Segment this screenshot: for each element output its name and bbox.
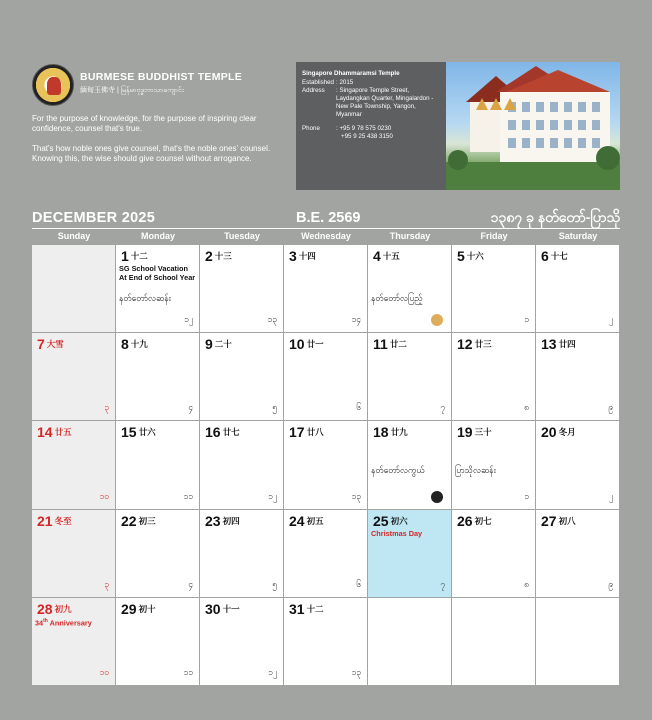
empty-cell [368,598,452,686]
myanmar-day: ၂ [608,490,613,501]
day-number: 26 初七 [457,512,492,529]
empty-cell [452,598,536,686]
myanmar-day: ၇ [440,402,445,413]
info-established-label: Established [302,79,334,86]
day-number: 2 十三 [205,248,232,264]
lunar-date: 初五 [306,515,324,526]
quote-line-2: That's how noble ones give counsel, that's the noble ones' counsel. Knowing this, the wise should give counsel without arrogance. [32,144,271,163]
myanmar-note: နတ်တော်လဆန်း [119,293,171,303]
myanmar-day: ၇ [440,578,445,589]
myanmar-day: ၄ [188,402,193,413]
lunar-date: 廿六 [138,427,156,438]
day-number: 20 冬月 [541,424,576,441]
lunar-date: 廿一 [306,339,324,350]
lunar-date: 十九 [130,339,148,350]
day-cell-12[interactable] [452,333,536,421]
myanmar-day: ၁၀ [99,490,109,501]
event-christmas: Christmas Day [371,528,423,538]
day-number: 9 二十 [205,336,232,353]
buddha-figure-icon [47,77,61,95]
weekday-thursday: Thursday [389,231,431,241]
calendar-grid [32,245,620,686]
info-established-value: : 2015 [336,79,354,86]
lunar-date: 初三 [138,515,156,526]
lunar-date: 初九 [54,603,72,614]
quote-line-1: For the purpose of knowledge, for the purpose of inspiring clear confidence, counsel that's true. [32,114,257,133]
day-number: 12 廿三 [457,336,492,353]
weekday-tuesday: Tuesday [224,231,260,241]
info-phone-values [336,125,440,141]
day-number: 16 廿七 [205,424,240,441]
myanmar-day: ၁၁ [183,666,193,677]
lunar-date: 初七 [474,515,492,526]
lunar-date: 十四 [298,251,316,261]
myanmar-day: ၁၃ [351,490,361,501]
myanmar-month-title: ၁၃၈၇ ခု နတ်တော်-ပြာသို [490,209,620,225]
lunar-date: 廿五 [54,427,72,438]
weekday-sunday: Sunday [57,231,91,241]
myanmar-day: ၁ [524,314,529,325]
day-cell-16[interactable] [200,421,284,509]
buddhist-era-title: B.E. 2569 [296,210,361,226]
lunar-date: 初六 [390,515,408,526]
day-number: 6 十七 [541,248,568,264]
myanmar-day: ၃ [104,578,109,589]
lunar-date: 廿三 [474,339,492,350]
day-cell-15[interactable] [116,421,200,509]
myanmar-note: နတ်တော်လကွယ် [371,465,425,476]
myanmar-day: ၈ [524,402,529,413]
day-number: 21 冬至 [37,512,72,529]
lunar-date: 冬月 [558,427,576,438]
lunar-date: 初八 [558,515,576,526]
info-established-row [302,79,440,87]
day-cell-1[interactable] [116,245,200,333]
day-cell-18[interactable] [368,421,452,509]
day-cell-14[interactable] [32,421,116,509]
day-number: 23 初四 [205,512,240,529]
day-cell-6[interactable] [536,245,620,333]
myanmar-note: နတ်တော်လပြည့် [371,293,423,303]
day-number: 19 三十 [457,424,492,441]
day-number: 18 廿九 [373,424,408,441]
day-cell-31[interactable] [284,598,368,686]
lunar-date: 廿九 [390,427,408,438]
info-address-label: Address [302,87,325,94]
myanmar-day: ၆ [356,402,361,413]
temple-name: BURMESE BUDDHIST TEMPLE [80,71,243,83]
myanmar-day: ၁၀ [99,666,109,677]
lunar-date: 十二 [306,603,324,614]
day-number: 1 十二 [121,248,148,264]
weekday-friday: Friday [480,231,508,241]
day-number: 15 廿六 [121,424,156,441]
myanmar-day: ၁၂ [268,490,277,501]
day-number: 10 廿一 [289,336,324,353]
day-number: 7 大雪 [37,336,64,353]
myanmar-day: ၈ [524,578,529,589]
lunar-date: 初十 [138,603,156,614]
day-number: 30 十一 [205,600,240,617]
info-address-row [302,87,440,119]
event-anniversary: 34th Anniversary [35,617,92,628]
day-cell-19[interactable] [452,421,536,509]
info-phone-1: : +95 9 78 575 0230 [336,125,392,132]
myanmar-day: ၆ [356,578,361,589]
day-number: 14 廿五 [37,424,72,441]
weekday-wednesday: Wednesday [301,231,351,241]
lunar-date: 冬至 [54,515,72,526]
day-cell-8[interactable] [116,333,200,421]
day-number: 22 初三 [121,512,156,529]
lunar-date: 十五 [382,251,400,261]
myanmar-day: ၁၃ [351,666,361,677]
event-school-vacation: SG School Vacation At End of School Year [119,264,196,282]
myanmar-day: ၉ [608,402,613,413]
day-cell-5[interactable] [452,245,536,333]
lunar-date: 大雪 [46,339,64,350]
day-cell-24[interactable] [284,510,368,598]
info-title: Singapore Dhammaramsi Temple [302,70,400,77]
lunar-date: 十一 [222,603,240,614]
lunar-date: 廿四 [558,339,576,350]
myanmar-note: ပြာသိုလဆန်း [455,465,496,476]
quote-block [32,114,282,174]
day-cell-26[interactable] [452,510,536,598]
empty-cell [32,245,116,333]
calendar-header [0,0,652,226]
day-cell-28[interactable] [32,598,116,686]
day-number: 24 初五 [289,512,324,529]
day-cell-9[interactable] [200,333,284,421]
lunar-date: 十二 [130,251,148,261]
lunar-date: 三十 [474,427,492,438]
myanmar-day: ၅ [272,402,277,413]
day-number: 13 廿四 [541,336,576,353]
day-number: 27 初八 [541,512,576,529]
day-cell-3[interactable] [284,245,368,333]
myanmar-day: ၁၄ [351,314,361,325]
myanmar-day: ၁၂ [268,666,277,677]
day-number: 5 十六 [457,248,484,264]
info-phone-label: Phone [302,125,320,132]
day-cell-30[interactable] [200,598,284,686]
day-number: 11 廿二 [373,336,407,353]
myanmar-day: ၁၃ [267,314,277,325]
day-cell-11[interactable] [368,333,452,421]
temple-logo [32,64,74,106]
temple-photo [446,62,620,190]
day-cell-27[interactable] [536,510,620,598]
day-number: 31 十二 [289,600,324,617]
day-number: 28 初九 [37,600,72,617]
myanmar-day: ၃ [104,402,109,413]
myanmar-day: ၄ [188,578,193,589]
myanmar-day: ၁ [524,490,529,501]
lunar-date: 二十 [214,339,232,350]
info-phone-row [302,125,440,141]
lunar-date: 廿七 [222,427,240,438]
temple-building-illustration [446,62,620,190]
new-moon-icon [431,491,443,503]
weekday-monday: Monday [140,231,175,241]
day-cell-20[interactable] [536,421,620,509]
temple-subtitle: 緬甸玉佛寺 | မြန်မာဗုဒ္ဓဘာသာကျောင်း [80,87,184,94]
empty-cell [536,598,620,686]
myanmar-day: ၁၂ [184,314,193,325]
temple-info-box [296,62,446,190]
weekday-saturday: Saturday [558,231,598,241]
myanmar-day: ၂ [608,314,613,325]
info-address-value: : Singapore Temple Street, Laydangkan Quarter, Mingalardon - New Pale Township, Yangon, Myanmar [336,87,434,118]
weekday-header [32,231,620,245]
myanmar-day: ၅ [272,578,277,589]
day-number: 17 廿八 [289,424,324,441]
day-number: 25 初六 [373,512,408,529]
lunar-date: 十六 [466,251,484,261]
day-cell-23[interactable] [200,510,284,598]
day-cell-21[interactable] [32,510,116,598]
title-divider [32,228,620,229]
day-cell-10[interactable] [284,333,368,421]
day-cell-25[interactable] [368,510,452,598]
full-moon-icon [431,314,443,326]
lunar-date: 十三 [214,251,232,261]
lunar-date: 十七 [550,251,568,261]
lunar-date: 廿二 [389,339,407,350]
day-number: 4 十五 [373,248,400,264]
info-phone-2: +95 9 25 438 3150 [341,133,393,140]
day-cell-22[interactable] [116,510,200,598]
myanmar-day: ၁၁ [183,490,193,501]
lunar-date: 廿八 [306,427,324,438]
day-cell-4[interactable] [368,245,452,333]
month-title: DECEMBER 2025 [32,210,156,226]
lunar-date: 初四 [222,515,240,526]
day-cell-29[interactable] [116,598,200,686]
day-number: 3 十四 [289,248,316,264]
day-cell-17[interactable] [284,421,368,509]
myanmar-day: ၉ [608,578,613,589]
day-cell-13[interactable] [536,333,620,421]
day-cell-2[interactable] [200,245,284,333]
day-cell-7[interactable] [32,333,116,421]
day-number: 29 初十 [121,600,156,617]
day-number: 8 十九 [121,336,148,353]
